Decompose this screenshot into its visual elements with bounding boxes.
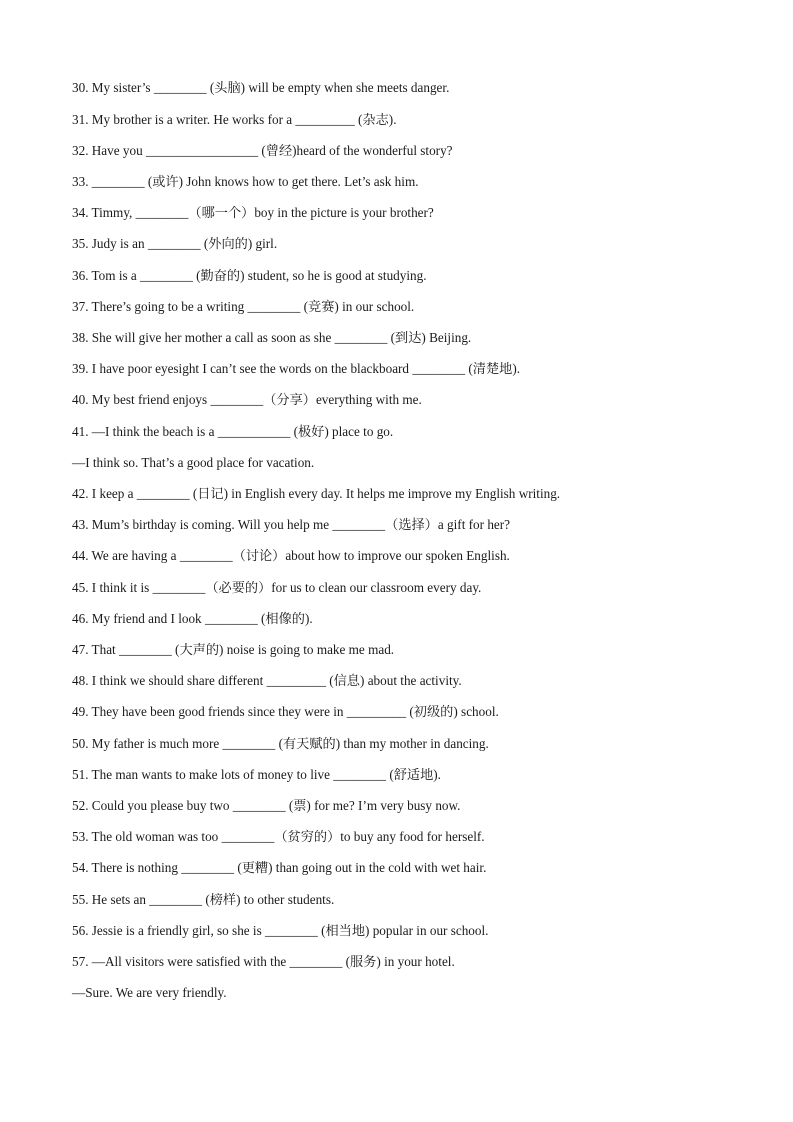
item-number: 50.	[72, 736, 89, 751]
item-number: 48.	[72, 673, 89, 688]
item-number: 39.	[72, 361, 89, 376]
item-text: Timmy, ________（哪一个）boy in the picture is your brother?	[91, 205, 434, 220]
item-number: 38.	[72, 330, 89, 345]
item-number: 53.	[72, 829, 89, 844]
item-number: 45.	[72, 580, 89, 595]
item-number: 44.	[72, 548, 89, 563]
item-number: 55.	[72, 892, 89, 907]
item-text: The old woman was too ________（贫穷的）to buy any food for herself.	[91, 829, 485, 844]
item-number: 31.	[72, 112, 89, 127]
item-text: My friend and I look ________ (相像的).	[91, 611, 313, 626]
exercise-item-42	[72, 485, 753, 503]
exercise-item-37	[72, 298, 753, 316]
exercise-item-52	[72, 797, 753, 815]
item-text: Mum’s birthday is coming. Will you help me ________（选择）a gift for her?	[91, 517, 511, 532]
item-text: I think it is ________（必要的）for us to clean our classroom every day.	[91, 580, 482, 595]
item-text: I have poor eyesight I can’t see the words on the blackboard ________ (清楚地).	[91, 361, 521, 376]
exercise-item-35	[72, 235, 753, 253]
item-text: I think we should share different _________ (信息) about the activity.	[91, 673, 462, 688]
item-text: Judy is an ________ (外向的) girl.	[91, 236, 278, 251]
item-number: 35.	[72, 236, 89, 251]
exercise-item-47	[72, 641, 753, 659]
item-text: I keep a ________ (日记) in English every day. It helps me improve my English writing.	[91, 486, 561, 501]
item-text: —I think the beach is a ___________ (极好) place to go.	[91, 424, 394, 439]
item-text: ________ (或许) John knows how to get there. Let’s ask him.	[91, 174, 419, 189]
item-number: 42.	[72, 486, 89, 501]
exercise-item-45	[72, 579, 753, 597]
exercise-item-34	[72, 204, 753, 222]
exercise-item-55	[72, 891, 753, 909]
item-text: We are having a ________（讨论）about how to improve our spoken English.	[91, 548, 510, 563]
item-text: My sister’s ________ (头脑) will be empty when she meets danger.	[91, 80, 450, 95]
item-number: 37.	[72, 299, 89, 314]
exercise-item-31	[72, 111, 753, 129]
item-text: Have you _________________ (曾经)heard of the wonderful story?	[91, 143, 453, 158]
exercise-item-56	[72, 922, 753, 940]
item-number: 47.	[72, 642, 89, 657]
item-text: The man wants to make lots of money to live ________ (舒适地).	[91, 767, 441, 782]
exercise-item-50	[72, 735, 753, 753]
item-text: My best friend enjoys ________（分享）everything with me.	[91, 392, 422, 407]
item-number: 54.	[72, 860, 89, 875]
exercise-item-53	[72, 828, 753, 846]
exercise-item-54	[72, 859, 753, 877]
item-text: My brother is a writer. He works for a _________ (杂志).	[91, 112, 397, 127]
item-text: —I think so. That’s a good place for vacation.	[72, 455, 315, 470]
item-number: 40.	[72, 392, 89, 407]
exercise-item-57	[72, 953, 753, 971]
item-number: 46.	[72, 611, 89, 626]
exercise-item-41-reply	[72, 454, 753, 472]
item-text: There’s going to be a writing ________ (竞赛) in our school.	[91, 299, 415, 314]
item-text: They have been good friends since they were in _________ (初级的) school.	[91, 704, 499, 719]
item-text: My father is much more ________ (有天赋的) than my mother in dancing.	[91, 736, 489, 751]
exercise-item-32	[72, 142, 753, 160]
exercise-item-33	[72, 173, 753, 191]
exercise-item-30	[72, 79, 753, 97]
item-text: There is nothing ________ (更糟) than going out in the cold with wet hair.	[91, 860, 487, 875]
item-number: 57.	[72, 954, 89, 969]
exercise-item-39	[72, 360, 753, 378]
exercise-item-46	[72, 610, 753, 628]
exercise-item-51	[72, 766, 753, 784]
exercise-item-48	[72, 672, 753, 690]
exercise-item-41	[72, 423, 753, 441]
item-text: That ________ (大声的) noise is going to make me mad.	[91, 642, 395, 657]
exercise-item-36	[72, 267, 753, 285]
exercise-item-57-reply	[72, 984, 753, 1002]
item-number: 30.	[72, 80, 89, 95]
item-number: 51.	[72, 767, 89, 782]
item-number: 32.	[72, 143, 89, 158]
exercise-item-44	[72, 547, 753, 565]
exercise-item-38	[72, 329, 753, 347]
item-text: Could you please buy two ________ (票) for me? I’m very busy now.	[91, 798, 461, 813]
item-number: 56.	[72, 923, 89, 938]
item-text: —All visitors were satisfied with the ________ (服务) in your hotel.	[91, 954, 455, 969]
exercise-item-49	[72, 703, 753, 721]
exercise-item-43	[72, 516, 753, 534]
item-number: 33.	[72, 174, 89, 189]
item-number: 43.	[72, 517, 89, 532]
item-number: 41.	[72, 424, 89, 439]
item-text: Tom is a ________ (勤奋的) student, so he is good at studying.	[91, 268, 427, 283]
item-text: He sets an ________ (榜样) to other students.	[91, 892, 335, 907]
item-number: 49.	[72, 704, 89, 719]
item-text: —Sure. We are very friendly.	[72, 985, 227, 1000]
item-text: She will give her mother a call as soon as she ________ (到达) Beijing.	[91, 330, 472, 345]
exercise-item-40	[72, 391, 753, 409]
item-number: 36.	[72, 268, 89, 283]
item-number: 34.	[72, 205, 89, 220]
item-number: 52.	[72, 798, 89, 813]
item-text: Jessie is a friendly girl, so she is ________ (相当地) popular in our school.	[91, 923, 489, 938]
